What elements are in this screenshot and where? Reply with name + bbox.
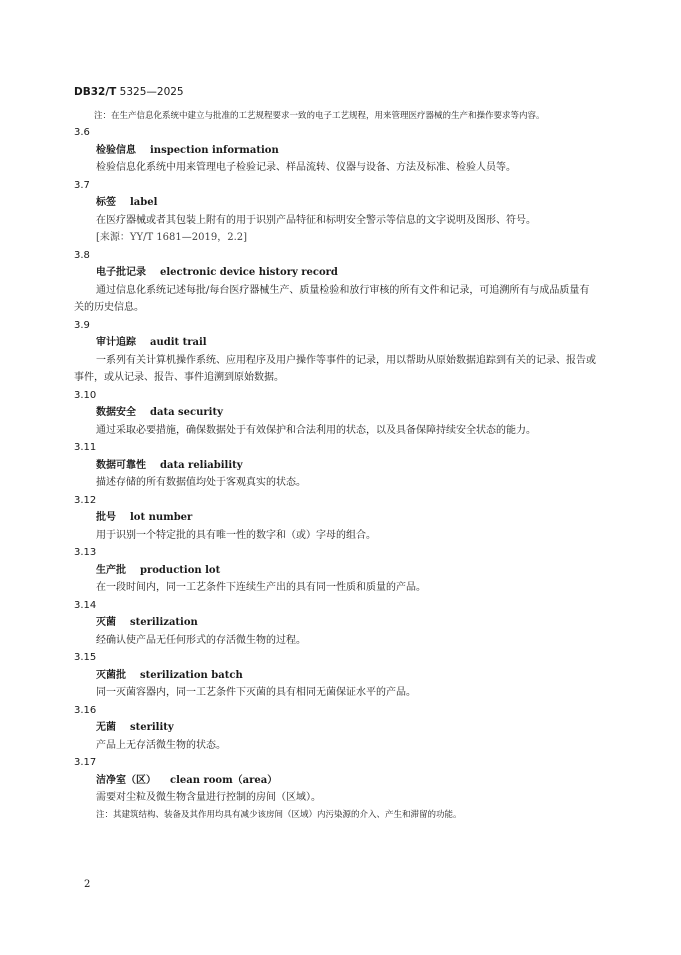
term-number: 3.9 [74,319,90,331]
term-definition: 需要对尘粒及微生物含量进行控制的房间（区域）。 [96,792,321,803]
term-definition: 同一灭菌容器内，同一工艺条件下灭菌的具有相同无菌保证水平的产品。 [96,687,416,698]
term-chinese: 灭菌 [96,617,116,628]
term-chinese: 洁净室（区） [96,774,156,786]
term-english: sterilization [130,617,198,628]
term-number: 3.12 [74,494,97,506]
term-english: electronic device history record [160,267,338,278]
term-chinese: 电子批记录 [96,267,146,278]
term-chinese: 检验信息 [96,144,136,156]
term-title [74,562,596,580]
term-definition: 用于识别一个特定批的具有唯一性的数字和（或）字母的组合。 [96,529,376,541]
term-chinese: 数据可靠性 [96,459,146,471]
term-title [74,667,596,685]
term-title [74,404,596,422]
term-english: sterilization batch [140,669,243,681]
term-english: sterility [130,722,174,733]
term-title [74,194,596,212]
term-definition: 通过采取必要措施，确保数据处于有效保护和合法利用的状态，以及具备保障持续安全状态的能力。 [96,424,536,436]
term-definition: 检验信息化系统中用来管理电子检验记录、样品流转、仪器与设备、方法及标准、检验人员等。 [96,162,516,173]
term-number: 3.13 [74,547,97,558]
term-title [74,264,596,282]
term-chinese: 生产批 [96,564,126,576]
term-definition: 描述存储的所有数据值均处于客观真实的状态。 [96,477,306,488]
term-definition: 在医疗器械或者其包装上附有的用于识别产品特征和标明安全警示等信息的文字说明及图形、符号。 [96,214,536,226]
term-number: 3.16 [74,704,97,716]
term-number: 3.8 [74,249,90,261]
term-source: [来源：YY/T 1681—2019，2.2] [96,232,248,243]
term-chinese: 标签 [96,197,116,208]
term-definition: 一系列有关计算机操作系统、应用程序及用户操作等事件的记录，用以帮助从原始数据追踪到有关的记录、报告或事件，或从记录、报告、事件追溯到原始数据。 [74,354,596,383]
term-chinese: 无菌 [96,722,116,733]
term-title [74,772,596,790]
term-title [74,457,596,475]
term-number: 3.11 [74,442,97,453]
standard-code-number: 5325—2025 [116,86,184,98]
term-english: inspection information [150,144,279,156]
term-number: 3.7 [74,179,90,191]
term-number: 3.15 [74,652,97,663]
term-definition: 产品上无存活微生物的状态。 [96,739,226,751]
term-number: 3.6 [74,127,90,138]
term-definition: 在一段时间内，同一工艺条件下连续生产出的具有同一性质和质量的产品。 [96,582,426,593]
term-chinese: 批号 [96,512,116,523]
term-chinese: 数据安全 [96,407,136,418]
term-chinese: 审计追踪 [96,337,136,348]
term-title [74,334,596,352]
term-english: production lot [140,564,221,576]
term-title [74,509,596,527]
term-number: 3.17 [74,757,97,768]
bottom-note: 注：其建筑结构、装备及其作用均具有减少该房间（区域）内污染源的介入、产生和滞留的功能。 [96,809,462,820]
term-chinese: 灭菌批 [96,669,126,681]
term-english: data security [150,407,223,418]
term-definition: 经确认使产品无任何形式的存活微生物的过程。 [96,634,306,646]
term-english: audit trail [150,337,207,348]
term-title [74,719,596,737]
term-entries [74,124,596,807]
term-english: clean room（area） [170,774,278,786]
standard-code [74,86,184,98]
document-body [74,109,596,824]
standard-code-prefix: DB32/T [74,86,117,98]
term-title [74,614,596,632]
term-title [74,142,596,160]
term-number: 3.14 [74,599,97,611]
term-number: 3.10 [74,389,97,401]
page-number: 2 [84,879,91,890]
term-english: data reliability [160,459,243,471]
term-english: label [130,197,158,208]
top-note: 注：在生产信息化系统中建立与批准的工艺规程要求一致的电子工艺规程，用来管理医疗器械的生产和操作要求等内容。 [94,111,545,121]
term-definition: 通过信息化系统记述每批/每台医疗器械生产、质量检验和放行审核的所有文件和记录，可追溯所有与成品质量有关的历史信息。 [74,284,590,313]
term-english: lot number [130,512,193,523]
